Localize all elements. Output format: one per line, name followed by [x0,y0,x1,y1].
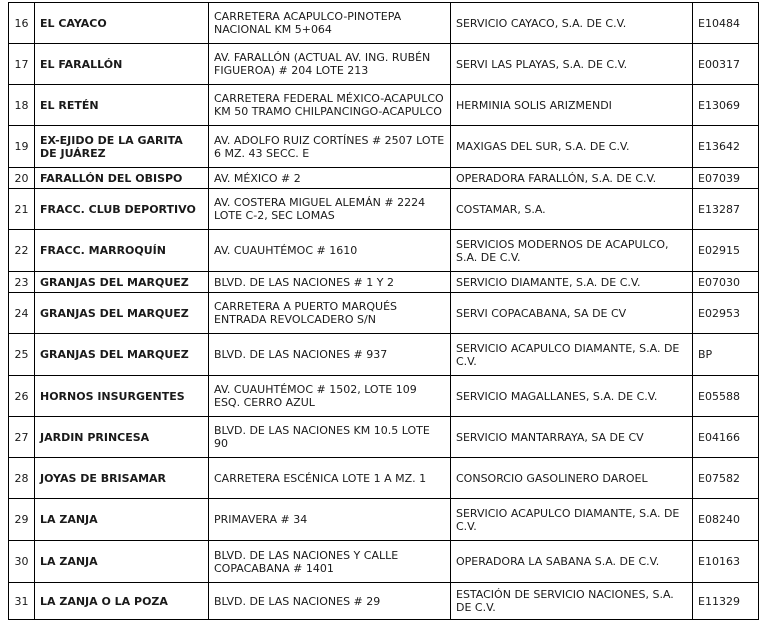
permit-number-cell: E00317 [693,44,759,85]
address-cell: CARRETERA FEDERAL MÉXICO-ACAPULCO KM 50 TRAMO CHILPANCINGO-ACAPULCO [209,85,451,126]
row-number: 26 [9,376,35,417]
permit-number-cell: E02915 [693,230,759,272]
row-number: 30 [9,541,35,583]
table-row [9,230,759,272]
address-cell: AV. CUAUHTÉMOC # 1502, LOTE 109 ESQ. CERRO AZUL [209,376,451,417]
colonia-cell: EL RETÉN [35,85,209,126]
permit-number-cell: E13287 [693,189,759,230]
table-row [9,376,759,417]
address-cell: BLVD. DE LAS NACIONES KM 10.5 LOTE 90 [209,417,451,458]
business-name-cell: COSTAMAR, S.A. [451,189,693,230]
row-number: 31 [9,583,35,620]
table-row [9,293,759,334]
business-name-cell: SERVI COPACABANA, SA DE CV [451,293,693,334]
colonia-cell: LA ZANJA [35,541,209,583]
business-name-cell: SERVI LAS PLAYAS, S.A. DE C.V. [451,44,693,85]
colonia-cell: HORNOS INSURGENTES [35,376,209,417]
business-name-cell: MAXIGAS DEL SUR, S.A. DE C.V. [451,126,693,168]
table-row [9,541,759,583]
business-name-cell: SERVICIO ACAPULCO DIAMANTE, S.A. DE C.V. [451,334,693,376]
permit-number-cell: E07039 [693,168,759,189]
permit-number-cell: E07030 [693,272,759,293]
business-name-cell: SERVICIO CAYACO, S.A. DE C.V. [451,3,693,44]
permit-number-cell: E02953 [693,293,759,334]
colonia-cell: JARDIN PRINCESA [35,417,209,458]
colonia-cell: FRACC. MARROQUÍN [35,230,209,272]
row-number: 19 [9,126,35,168]
address-cell: CARRETERA ESCÉNICA LOTE 1 A MZ. 1 [209,458,451,499]
row-number: 22 [9,230,35,272]
row-number: 25 [9,334,35,376]
document-page [8,2,758,620]
row-number: 18 [9,85,35,126]
address-cell: AV. MÉXICO # 2 [209,168,451,189]
colonia-cell: GRANJAS DEL MARQUEZ [35,293,209,334]
row-number: 24 [9,293,35,334]
table-row [9,417,759,458]
permit-number-cell: E07582 [693,458,759,499]
address-cell: CARRETERA A PUERTO MARQUÉS ENTRADA REVOLCADERO S/N [209,293,451,334]
gas-stations-table [8,2,759,620]
table-body [9,3,759,620]
table-row [9,126,759,168]
row-number: 28 [9,458,35,499]
row-number: 16 [9,3,35,44]
row-number: 29 [9,499,35,541]
address-cell: AV. FARALLÓN (ACTUAL AV. ING. RUBÉN FIGUEROA) # 204 LOTE 213 [209,44,451,85]
table-row [9,334,759,376]
permit-number-cell: E10484 [693,3,759,44]
colonia-cell: LA ZANJA [35,499,209,541]
row-number: 21 [9,189,35,230]
table-row [9,3,759,44]
business-name-cell: SERVICIO DIAMANTE, S.A. DE C.V. [451,272,693,293]
address-cell: BLVD. DE LAS NACIONES # 937 [209,334,451,376]
row-number: 17 [9,44,35,85]
permit-number-cell: E10163 [693,541,759,583]
address-cell: BLVD. DE LAS NACIONES # 1 Y 2 [209,272,451,293]
address-cell: BLVD. DE LAS NACIONES Y CALLE COPACABANA # 1401 [209,541,451,583]
colonia-cell: EL FARALLÓN [35,44,209,85]
address-cell: BLVD. DE LAS NACIONES # 29 [209,583,451,620]
business-name-cell: ESTACIÓN DE SERVICIO NACIONES, S.A. DE C.V. [451,583,693,620]
colonia-cell: JOYAS DE BRISAMAR [35,458,209,499]
permit-number-cell: E11329 [693,583,759,620]
table-row [9,44,759,85]
business-name-cell: SERVICIO MAGALLANES, S.A. DE C.V. [451,376,693,417]
row-number: 23 [9,272,35,293]
table-row [9,583,759,620]
business-name-cell: HERMINIA SOLIS ARIZMENDI [451,85,693,126]
business-name-cell: CONSORCIO GASOLINERO DAROEL [451,458,693,499]
address-cell: AV. COSTERA MIGUEL ALEMÁN # 2224 LOTE C-2, SEC LOMAS [209,189,451,230]
row-number: 27 [9,417,35,458]
business-name-cell: SERVICIO ACAPULCO DIAMANTE, S.A. DE C.V. [451,499,693,541]
permit-number-cell: E04166 [693,417,759,458]
address-cell: CARRETERA ACAPULCO-PINOTEPA NACIONAL KM 5+064 [209,3,451,44]
address-cell: PRIMAVERA # 34 [209,499,451,541]
permit-number-cell: E05588 [693,376,759,417]
permit-number-cell: BP [693,334,759,376]
permit-number-cell: E13642 [693,126,759,168]
business-name-cell: OPERADORA FARALLÓN, S.A. DE C.V. [451,168,693,189]
row-number: 20 [9,168,35,189]
table-row [9,168,759,189]
colonia-cell: FARALLÓN DEL OBISPO [35,168,209,189]
colonia-cell: GRANJAS DEL MARQUEZ [35,272,209,293]
address-cell: AV. CUAUHTÉMOC # 1610 [209,230,451,272]
table-row [9,189,759,230]
colonia-cell: EL CAYACO [35,3,209,44]
colonia-cell: FRACC. CLUB DEPORTIVO [35,189,209,230]
business-name-cell: SERVICIO MANTARRAYA, SA DE CV [451,417,693,458]
table-row [9,458,759,499]
business-name-cell: OPERADORA LA SABANA S.A. DE C.V. [451,541,693,583]
table-row [9,499,759,541]
colonia-cell: EX-EJIDO DE LA GARITA DE JUÁREZ [35,126,209,168]
permit-number-cell: E08240 [693,499,759,541]
permit-number-cell: E13069 [693,85,759,126]
business-name-cell: SERVICIOS MODERNOS DE ACAPULCO, S.A. DE C.V. [451,230,693,272]
colonia-cell: GRANJAS DEL MARQUEZ [35,334,209,376]
address-cell: AV. ADOLFO RUIZ CORTÍNES # 2507 LOTE 6 MZ. 43 SECC. E [209,126,451,168]
table-row [9,272,759,293]
table-row [9,85,759,126]
colonia-cell: LA ZANJA O LA POZA [35,583,209,620]
